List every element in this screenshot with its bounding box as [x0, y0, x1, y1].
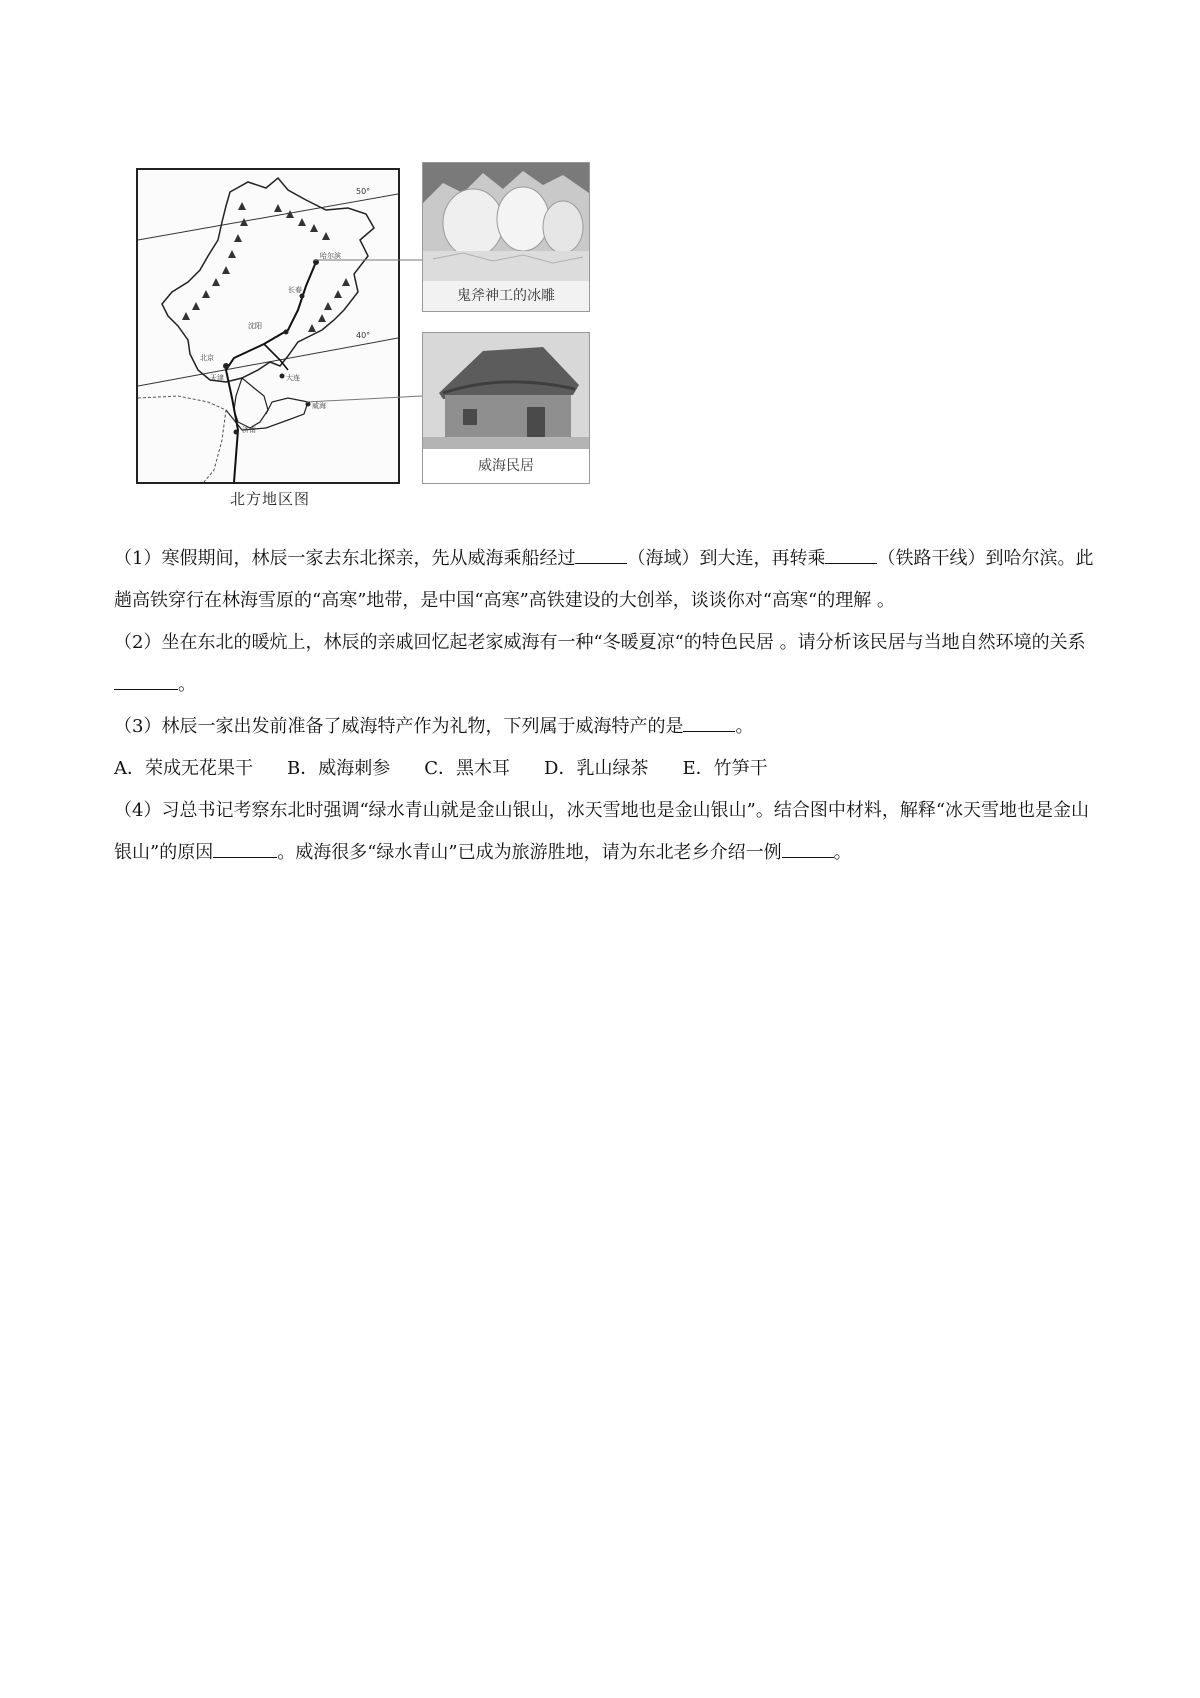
- question-1: [114, 538, 1100, 622]
- city-dot-jinan: [234, 430, 239, 435]
- label-shenyang: 沈阳: [248, 322, 262, 330]
- q3-options: [114, 748, 1100, 790]
- label-changchun: 长春: [288, 286, 302, 294]
- q4-blank-example[interactable]: [782, 837, 834, 858]
- ice-sculpture-photo: [422, 162, 590, 312]
- q2-text-part1: （2）坐在东北的暖炕上，林辰的亲戚回忆起老家威海有一种“冬暖夏凉“的特色民居 。请分析该民居与当地自然环境的关系: [114, 632, 1086, 653]
- q4-blank-reason[interactable]: [213, 837, 277, 858]
- latitude-line-40: [138, 338, 398, 386]
- city-dot-weihai: [306, 402, 311, 407]
- bohai-sea: [234, 378, 268, 428]
- figure: [130, 160, 600, 515]
- label-tianjin: 天津: [210, 374, 224, 382]
- question-list: [114, 538, 1100, 874]
- label-weihai: 威海: [312, 402, 326, 410]
- north-region-map: [136, 168, 400, 484]
- q4-text-part1: （4）习总书记考察东北时强调“绿水青山就是金山银山，冰天雪地也是金山银山”。结合图中材料，解释“冰天雪地也是金山银山”的原因: [114, 800, 1090, 863]
- q4-text-part3: 。: [833, 842, 852, 863]
- q1-text-part3: （铁路干线）到哈尔滨。此趟高铁穿行在林海雪原的“高寒”地带，是中国“高寒”高铁建设的大创举，谈谈你对“高寒“的理解 。: [114, 548, 1094, 611]
- label-harbin: 哈尔滨: [320, 252, 341, 260]
- weihai-house-caption: 威海民居: [423, 449, 589, 483]
- city-dot-dalian: [280, 374, 285, 379]
- q1-text-part2: （海域）到大连，再转乘: [627, 548, 826, 569]
- q1-blank-railway[interactable]: [825, 543, 877, 564]
- q1-text-part1: （1）寒假期间，林辰一家去东北探亲，先从威海乘船经过: [114, 548, 576, 569]
- q3-option-a[interactable]: A．荣成无花果干: [114, 758, 253, 779]
- weihai-house-image: [423, 333, 589, 449]
- city-dot-changchun: [300, 294, 305, 299]
- ice-sculpture-caption: 鬼斧神工的冰雕: [423, 281, 589, 311]
- north-china-border: [138, 396, 226, 482]
- city-dot-beijing: [223, 363, 229, 369]
- northeast-outline: [162, 178, 374, 382]
- q2-blank[interactable]: [114, 669, 178, 690]
- q3-text-part1: （3）林辰一家出发前准备了威海特产作为礼物，下列属于威海特产的是: [114, 716, 684, 737]
- map-drawing: [138, 170, 398, 482]
- question-2: [114, 622, 1100, 706]
- city-dot-harbin: [313, 259, 319, 265]
- map-caption: 北方地区图: [230, 490, 311, 508]
- q4-text-part2: 。威海很多“绿水青山”已成为旅游胜地，请为东北老乡介绍一例: [277, 842, 782, 863]
- lat-40-label: 40°: [356, 331, 371, 340]
- lat-50-label: 50°: [356, 187, 371, 196]
- q2-text-part2: 。: [178, 674, 196, 695]
- q3-option-c[interactable]: C．黑木耳: [424, 758, 511, 779]
- label-jinan: 济南: [242, 426, 256, 434]
- q3-text-part2: 。: [735, 716, 754, 737]
- ice-sculpture-image: [423, 163, 589, 281]
- latitude-line-50: [138, 194, 398, 240]
- question-4: [114, 790, 1100, 874]
- weihai-house-photo: [422, 332, 590, 484]
- q3-blank[interactable]: [683, 711, 735, 732]
- question-3: [114, 706, 1100, 748]
- q3-option-e[interactable]: E．竹笋干: [682, 758, 768, 779]
- label-dalian: 大连: [286, 374, 300, 382]
- q3-option-d[interactable]: D．乳山绿茶: [544, 758, 649, 779]
- q1-blank-sea[interactable]: [575, 543, 627, 564]
- q3-option-b[interactable]: B．威海刺参: [287, 758, 391, 779]
- railway-branch: [264, 344, 288, 370]
- mountain-symbols: [182, 202, 350, 332]
- shandong-outline: [226, 398, 308, 430]
- city-dot-shenyang: [284, 330, 289, 335]
- label-beijing: 北京: [200, 354, 214, 362]
